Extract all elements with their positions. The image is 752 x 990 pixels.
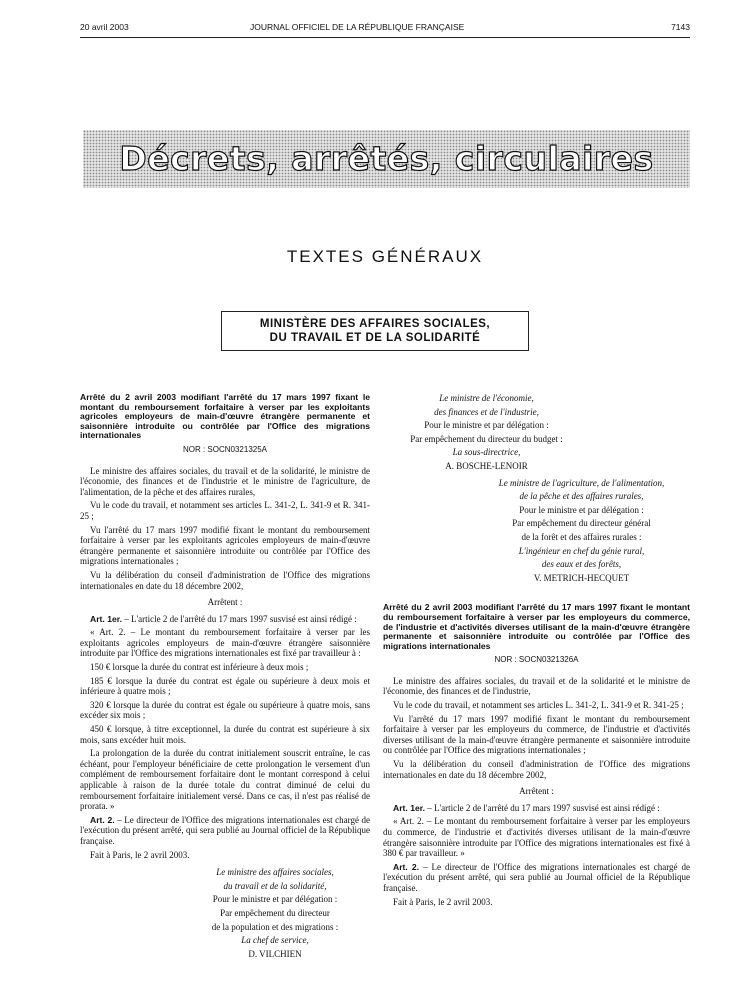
article-text: – L'article 2 de l'arrêté du 17 mars 1997 susvisé est ainsi rédigé : (122, 613, 357, 624)
article-label: Art. 2. (393, 861, 420, 872)
decree-2-title: Arrêté du 2 avril 2003 modifiant l'arrêté du 17 mars 1997 fixant le montant du remboursement forfaitaire à verser par les employeurs du commerce, de l'industrie et d'activités diverses utilisant de la main-d'œuvre étrangère permanente et saisonnière introduite ou contrôlée par l'Office des migrations internationales (383, 602, 690, 651)
article-2 (383, 862, 690, 894)
paragraph: Vu le code du travail, et notamment ses articles L. 341-2, L. 341-9 et R. 341-25 ; (80, 500, 370, 521)
ministry-line-2: DU TRAVAIL ET DE LA SOLIDARITÉ (269, 332, 481, 344)
section-title: TEXTES GÉNÉRAUX (286, 247, 484, 266)
signatory-name: V. METRICH-HECQUET (533, 572, 630, 583)
decree-1-nor: NOR : SOCN0321325A (182, 444, 268, 454)
paragraph: « Art. 2. – Le montant du remboursement forfaitaire à verser par les employeurs du commerce, de l'industrie et d'activités diverses utilisant de la main-d'œuvre étrangère saisonnière introduite par l'Office des migrations internationales est fixé à 380 € par travailleur. » (383, 816, 690, 859)
paragraph: La prolongation de la durée du contrat initialement souscrit entraîne, le cas échéant, pour l'employeur bénéficiaire de cette prolongation le versement d'un complément de remboursement forfaitaire dont le montant correspond à celui applicable à raison de la durée totale du contrat diminué de celui du remboursement forfaitaire initialement versé. Dans ce cas, il n'est pas réalisé de prorata. » (80, 748, 370, 812)
header-rule (80, 37, 690, 38)
article-2 (80, 815, 370, 847)
article-text: – Le directeur de l'Office des migrations internationales est chargé de l'exécution du présent arrêté, qui sera publié au Journal officiel de la République française. (383, 861, 691, 893)
sig-line: de la population et des migrations : (211, 921, 339, 932)
header-date: 20 avril 2003 (80, 22, 129, 32)
sig-line: Par empêchement du directeur général (512, 518, 651, 529)
sig-line: Le ministre de l'agriculture, de l'alimentation, (498, 477, 665, 488)
signature-block-2 (383, 393, 690, 472)
banner-title: Décrets, arrêtés, circulaires (119, 139, 654, 178)
arretent: Arrêtent : (207, 597, 243, 608)
sig-line: L'ingénieur en chef du génie rural, (518, 545, 645, 556)
decree-1-title: Arrêté du 2 avril 2003 modifiant l'arrêté du 17 mars 1997 fixant le montant du remboursement forfaitaire à verser par les exploitants agricoles employeurs de main-d'œuvre étrangère permanente et saisonnière introduite ou contrôlée par l'Office des migrations internationales (80, 392, 370, 441)
signature-date: Fait à Paris, le 2 avril 2003. (90, 849, 190, 860)
article-1 (383, 803, 690, 814)
header-journal: JOURNAL OFFICIEL DE LA RÉPUBLIQUE FRANÇAISE (250, 22, 465, 32)
article-label: Art. 1er. (393, 802, 426, 813)
paragraph: Vu la délibération du conseil d'administration de l'Office des migrations internationales en date du 18 décembre 2002, (383, 759, 690, 780)
article-label: Art. 1er. (90, 613, 123, 624)
article-1 (80, 614, 370, 625)
arretent: Arrêtent : (519, 786, 554, 797)
paragraph: Le ministre des affaires sociales, du travail et de la solidarité, le ministre de l'économie, des finances et de l'industrie et le ministre de l'agriculture, de l'alimentation, de la pêche et des affaires rurales, (80, 465, 370, 497)
paragraph: 185 € lorsque la durée du contrat est égale ou supérieure à deux mois et inférieure à quatre mois ; (80, 675, 370, 697)
sig-line: La sous-directrice, (452, 447, 521, 458)
sig-line: des finances et de l'industrie, (434, 406, 539, 417)
paragraph: 450 € lorsque, à titre exceptionnel, la durée du contrat est supérieure à six mois, sans excéder huit mois. (80, 724, 370, 745)
decree-2-nor: NOR : SOCN0321326A (494, 655, 579, 665)
sig-line: Pour le ministre et par délégation : (212, 894, 338, 905)
sig-line: du travail et de la solidarité, (223, 880, 327, 891)
paragraph: Vu l'arrêté du 17 mars 1997 modifié fixant le montant du remboursement forfaitaire à verser par les exploitants agricoles employeurs de main-d'œuvre étrangère permanente et saisonnière introduite ou contrôlée par l'Office des migrations internationales ; (80, 524, 370, 567)
sig-line: Pour le ministre et par délégation : (424, 420, 549, 431)
sig-line: Pour le ministre et par délégation : (519, 504, 644, 515)
ministry-line-1: MINISTÈRE DES AFFAIRES SOCIALES, (259, 318, 491, 330)
signatory-name: A. BOSCHE-LENOIR (445, 460, 528, 471)
paragraph: Vu l'arrêté du 17 mars 1997 modifié fixant le montant du remboursement forfaitaire à verser par les employeurs du commerce, de l'industrie et d'activités diverses utilisant de la main-d'œuvre étrangère permanente et saisonnière introduite ou contrôlée par l'Office des migrations internationales ; (383, 713, 690, 756)
paragraph: Le ministre des affaires sociales, du travail et de la solidarité et le ministre de l'économie, des finances et de l'industrie, (383, 675, 690, 697)
article-text: – Le directeur de l'Office des migrations internationales est chargé de l'exécution du présent arrêté, qui sera publié au Journal officiel de la République française. (80, 814, 370, 846)
header-page-number: 7143 (671, 22, 690, 32)
section-banner (83, 130, 690, 188)
signature-date: Fait à Paris, le 2 avril 2003. (393, 896, 493, 907)
sig-line: des eaux et des forêts, (541, 559, 622, 570)
left-column (80, 393, 370, 962)
paragraph: « Art. 2. – Le montant du remboursement forfaitaire à verser par les exploitants agricoles employeurs de main-d'œuvre étrangère saisonnière introduite par l'Office des migrations internationales est fixé par travailleur à : (80, 627, 370, 659)
sig-line: Par empêchement du directeur (220, 907, 330, 918)
paragraph: 320 € lorsque la durée du contrat est égale ou supérieure à quatre mois, sans excéder six mois ; (80, 699, 370, 721)
signature-block-3 (383, 478, 690, 584)
article-text: – L'article 2 de l'arrêté du 17 mars 1997 susvisé est ainsi rédigé : (425, 802, 660, 813)
ministry-box (221, 311, 529, 351)
signature-block-1 (80, 867, 370, 959)
paragraph: Vu le code du travail, et notamment ses articles L. 341-2, L. 341-9 et R. 341-25 ; (393, 700, 684, 711)
article-label: Art. 2. (90, 814, 115, 825)
paragraph: 150 € lorsque la durée du contrat est inférieure à deux mois ; (90, 662, 309, 673)
right-column (383, 393, 690, 910)
sig-line: Le ministre de l'économie, (439, 393, 534, 403)
sig-line: de la forêt et des affaires rurales : (521, 531, 642, 542)
sig-line: Le ministre des affaires sociales, (216, 867, 334, 878)
paragraph: Vu la délibération du conseil d'administration de l'Office des migrations internationales en date du 18 décembre 2002, (80, 569, 370, 591)
sig-line: La chef de service, (241, 935, 309, 946)
sig-line: Par empêchement du directeur du budget : (410, 433, 563, 444)
sig-line: de la pêche et des affaires rurales, (519, 491, 644, 502)
signatory-name: D. VILCHIEN (248, 948, 302, 959)
page-header (80, 22, 690, 36)
